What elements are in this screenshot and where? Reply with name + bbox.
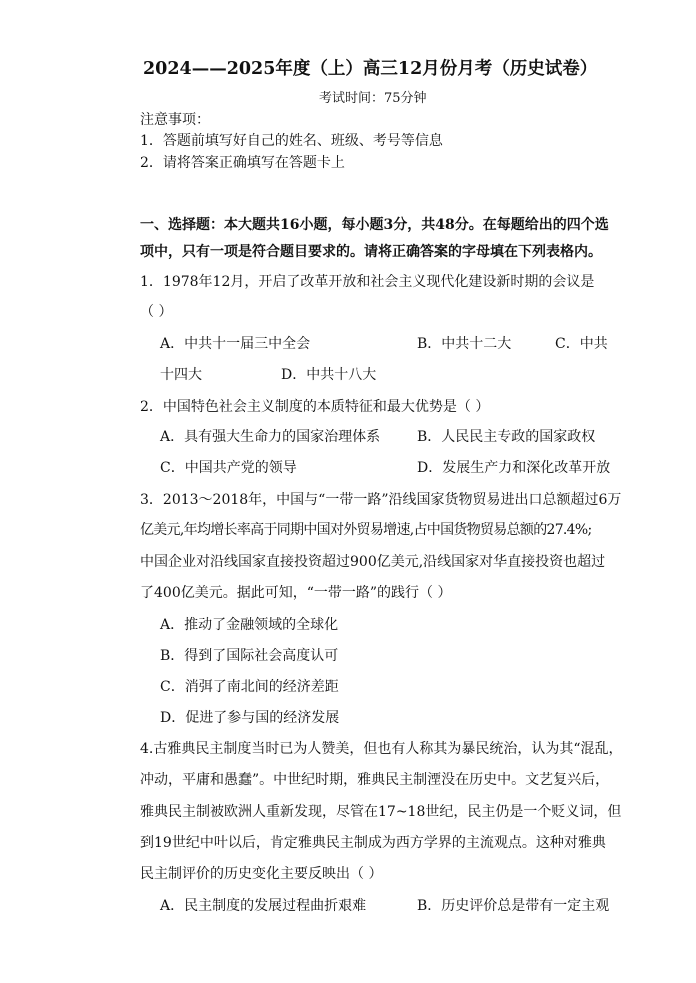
q3-option-b: B．得到了国际社会高度认可 (160, 648, 339, 664)
q1-option-c: C．中共 (555, 336, 608, 352)
notice-item-1: 1．答题前填写好自己的姓名、班级、考号等信息 (140, 133, 443, 149)
q2-option-c: C．中国共产党的领导 (160, 460, 297, 476)
q1-option-c-continued: 十四大 (160, 367, 202, 383)
q4-stem-line-2: 冲动，平庸和愚蠢”。中世纪时期，雅典民主制湮没在历史中。文艺复兴后， (140, 772, 610, 788)
q3-stem-line-4: 了400亿美元。据此可知，“一带一路”的践行（ ） (140, 585, 452, 601)
q2-option-d: D．发展生产力和深化改革开放 (417, 460, 611, 476)
q4-stem-line-4: 到19世纪中叶以后，肯定雅典民主制成为西方学界的主流观点。这种对雅典 (140, 835, 606, 851)
q1-option-d: D．中共十八大 (281, 367, 377, 383)
q3-stem-line-2: 亿美元,年均增长率高于同期中国对外贸易增速,占中国货物贸易总额的27.4%; (140, 522, 592, 538)
q2-stem: 2．中国特色社会主义制度的本质特征和最大优势是（ ） (140, 399, 490, 415)
q3-stem-line-1: 3．2013～2018年，中国与“一带一路”沿线国家货物贸易进出口总额超过6万 (140, 492, 622, 508)
q4-option-a: A．民主制度的发展过程曲折艰难 (160, 898, 367, 914)
section-intro-line-2: 项中，只有一项是符合题目要求的。请将正确答案的字母填在下列表格内。 (140, 244, 602, 260)
section-intro-line-1: 一、选择题：本大题共16小题，每小题3分，共48分。在每题给出的四个选 (140, 217, 609, 233)
q3-option-a: A．推动了金融领域的全球化 (160, 617, 339, 633)
q2-option-b: B．人民民主专政的国家政权 (417, 429, 596, 445)
q3-stem-line-3: 中国企业对沿线国家直接投资超过900亿美元,沿线国家对华直接投资也超过 (140, 554, 606, 570)
exam-time: 考试时间：75分钟 (319, 91, 427, 106)
notice-heading: 注意事项： (140, 112, 210, 128)
q3-option-d: D．促进了参与国的经济发展 (160, 710, 340, 726)
notice-item-2: 2．请将答案正确填写在答题卡上 (140, 155, 345, 171)
q4-stem-line-1: 4.古雅典民主制度当时已为人赞美，但也有人称其为暴民统治，认为其“混乱， (140, 741, 623, 757)
q1-option-a: A．中共十一届三中全会 (160, 336, 311, 352)
q4-stem-line-3: 雅典民主制被欧洲人重新发现，尽管在17~18世纪，民主仍是一个贬义词，但 (140, 804, 622, 820)
q1-stem-line-1: 1．1978年12月，开启了改革开放和社会主义现代化建设新时期的会议是 (140, 274, 595, 290)
q1-option-b: B．中共十二大 (417, 336, 512, 352)
q4-option-b: B．历史评价总是带有一定主观 (417, 898, 610, 914)
exam-title: 2024——2025年度（上）高三12月份月考（历史试卷） (143, 59, 598, 79)
q3-option-c: C．消弭了南北间的经济差距 (160, 679, 339, 695)
q1-stem-line-2: （ ） (140, 304, 173, 320)
q2-option-a: A．具有强大生命力的国家治理体系 (160, 429, 381, 445)
q4-stem-line-5: 民主制评价的历史变化主要反映出（ ） (140, 866, 383, 882)
